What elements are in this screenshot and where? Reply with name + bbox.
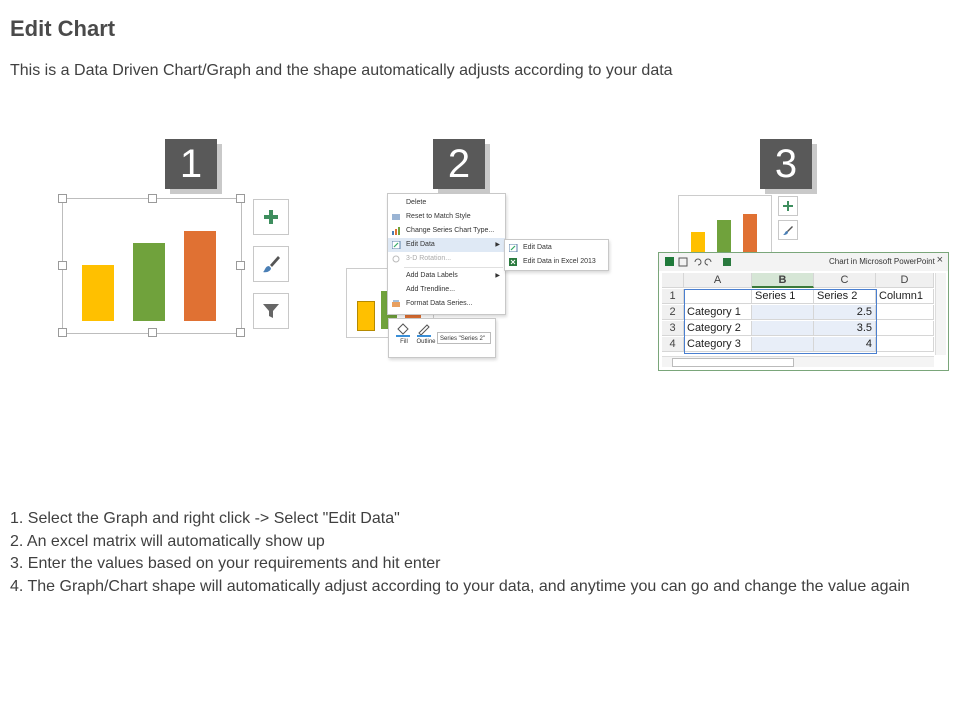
spreadsheet-grid[interactable] <box>662 273 934 355</box>
panel-1-chart[interactable] <box>62 198 242 334</box>
table-cell[interactable] <box>876 337 934 352</box>
scrollbar-thumb[interactable] <box>672 358 794 367</box>
outline-label: Outline <box>416 339 436 345</box>
chart-elements-button[interactable] <box>253 199 289 235</box>
outline-button[interactable] <box>416 323 436 351</box>
filter-icon <box>262 302 280 320</box>
table-cell[interactable] <box>752 305 814 320</box>
quick-access-toolbar-icons[interactable] <box>665 257 735 267</box>
resize-handle[interactable] <box>148 194 157 203</box>
instruction-step-4: 4. The Graph/Chart shape will automatically adjust according to your data, and anytime you can go and change the value again <box>10 577 910 595</box>
resize-handle[interactable] <box>58 261 67 270</box>
chart-styles-button[interactable] <box>253 246 289 282</box>
table-cell[interactable] <box>752 337 814 352</box>
chart-bar <box>357 301 375 331</box>
excel-window <box>658 252 949 371</box>
submenu-arrow-icon: ▶ <box>495 273 500 279</box>
table-cell[interactable]: 4 <box>814 337 876 352</box>
menu-item-change-chart-type[interactable] <box>388 224 505 238</box>
format-series-icon <box>392 300 401 308</box>
menu-divider <box>404 267 503 268</box>
instructions <box>10 508 945 598</box>
column-header[interactable]: A <box>684 273 752 288</box>
excel-titlebar <box>659 253 948 271</box>
edit-data-icon <box>392 241 401 249</box>
table-cell[interactable]: Series 1 <box>752 289 814 304</box>
resize-handle[interactable] <box>236 328 245 337</box>
step-badge-3: 3 <box>760 139 812 189</box>
resize-handle[interactable] <box>148 328 157 337</box>
edit-data-icon <box>509 244 518 252</box>
menu-item-label: Edit Data <box>406 241 435 248</box>
plus-icon <box>783 201 793 211</box>
row-header[interactable]: 4 <box>662 337 684 352</box>
submenu-item-label: Edit Data <box>523 244 552 251</box>
chart-filters-button[interactable] <box>253 293 289 329</box>
resize-handle[interactable] <box>58 328 67 337</box>
menu-item-label: Add Trendline... <box>406 286 456 293</box>
menu-item-delete[interactable] <box>388 196 505 210</box>
rotation-icon <box>392 255 401 263</box>
outline-pen-icon <box>416 323 432 337</box>
brush-icon <box>783 225 793 235</box>
column-header[interactable]: C <box>814 273 876 288</box>
fill-label: Fill <box>400 339 408 345</box>
submenu-item-edit-data[interactable] <box>505 241 608 255</box>
chart-styles-button[interactable] <box>778 220 798 240</box>
menu-item-label: Change Series Chart Type... <box>406 227 495 234</box>
menu-item-label: Delete <box>406 199 427 206</box>
excel-icon <box>509 258 518 266</box>
menu-item-label: 3-D Rotation... <box>406 255 452 262</box>
vertical-scrollbar[interactable] <box>935 273 946 355</box>
resize-handle[interactable] <box>58 194 67 203</box>
table-cell[interactable]: Category 2 <box>684 321 752 336</box>
table-cell[interactable] <box>876 305 934 320</box>
menu-item-3d-rotation <box>388 252 505 266</box>
table-cell[interactable] <box>752 321 814 336</box>
fill-button[interactable] <box>395 323 413 351</box>
brush-icon <box>261 254 281 274</box>
row-header[interactable]: 3 <box>662 321 684 336</box>
resize-handle[interactable] <box>236 261 245 270</box>
reset-style-icon <box>392 213 401 221</box>
menu-item-reset-style[interactable] <box>388 210 505 224</box>
instruction-step-2: 2. An excel matrix will automatically show up <box>10 532 325 550</box>
page-title: Edit Chart <box>10 16 116 41</box>
menu-item-format-data-series[interactable] <box>388 297 505 311</box>
chart-type-icon <box>392 227 401 235</box>
table-cell[interactable] <box>876 321 934 336</box>
paint-bucket-icon <box>395 323 411 337</box>
instruction-step-1: 1. Select the Graph and right click -> Select "Edit Data" <box>10 510 400 527</box>
column-header[interactable]: B <box>752 273 814 288</box>
row-header[interactable]: 2 <box>662 305 684 320</box>
submenu-arrow-icon: ▶ <box>495 242 500 248</box>
chart-elements-button[interactable] <box>778 196 798 216</box>
horizontal-scrollbar[interactable] <box>662 356 934 367</box>
chart-bar[interactable] <box>184 231 216 321</box>
table-cell[interactable]: Category 1 <box>684 305 752 320</box>
plus-icon <box>262 208 280 226</box>
mini-toolbar <box>388 318 496 358</box>
submenu-item-label: Edit Data in Excel 2013 <box>523 258 596 265</box>
submenu-item-edit-data-excel[interactable] <box>505 255 608 269</box>
menu-item-edit-data[interactable] <box>388 238 505 252</box>
chart-bar[interactable] <box>82 265 114 321</box>
table-cell[interactable]: 2.5 <box>814 305 876 320</box>
table-cell[interactable]: Category 3 <box>684 337 752 352</box>
column-header[interactable]: D <box>876 273 934 288</box>
menu-item-add-trendline[interactable] <box>388 283 505 297</box>
table-cell[interactable]: Column1 <box>876 289 934 304</box>
excel-window-title: Chart in Microsoft PowerPoint <box>829 257 935 266</box>
close-icon[interactable]: × <box>936 254 943 266</box>
page-subtitle: This is a Data Driven Chart/Graph and the shape automatically adjusts according to your data <box>10 62 673 79</box>
menu-item-label: Format Data Series... <box>406 300 473 307</box>
resize-handle[interactable] <box>236 194 245 203</box>
menu-item-label: Add Data Labels <box>406 272 458 279</box>
menu-item-label: Reset to Match Style <box>406 213 471 220</box>
table-cell[interactable]: 3.5 <box>814 321 876 336</box>
chart-bar[interactable] <box>133 243 165 321</box>
series-select-value: Series "Series 2" <box>440 336 485 342</box>
instruction-step-3: 3. Enter the values based on your requirements and hit enter <box>10 555 441 572</box>
table-cell[interactable] <box>684 289 752 304</box>
series-select[interactable] <box>437 332 491 344</box>
row-header[interactable]: 1 <box>662 289 684 304</box>
step-badge-2: 2 <box>433 139 485 189</box>
step-badge-1: 1 <box>165 139 217 189</box>
edit-data-submenu <box>504 239 609 271</box>
table-cell[interactable]: Series 2 <box>814 289 876 304</box>
context-menu <box>387 193 506 315</box>
menu-item-add-data-labels[interactable] <box>388 269 505 283</box>
column-header[interactable] <box>662 273 684 288</box>
